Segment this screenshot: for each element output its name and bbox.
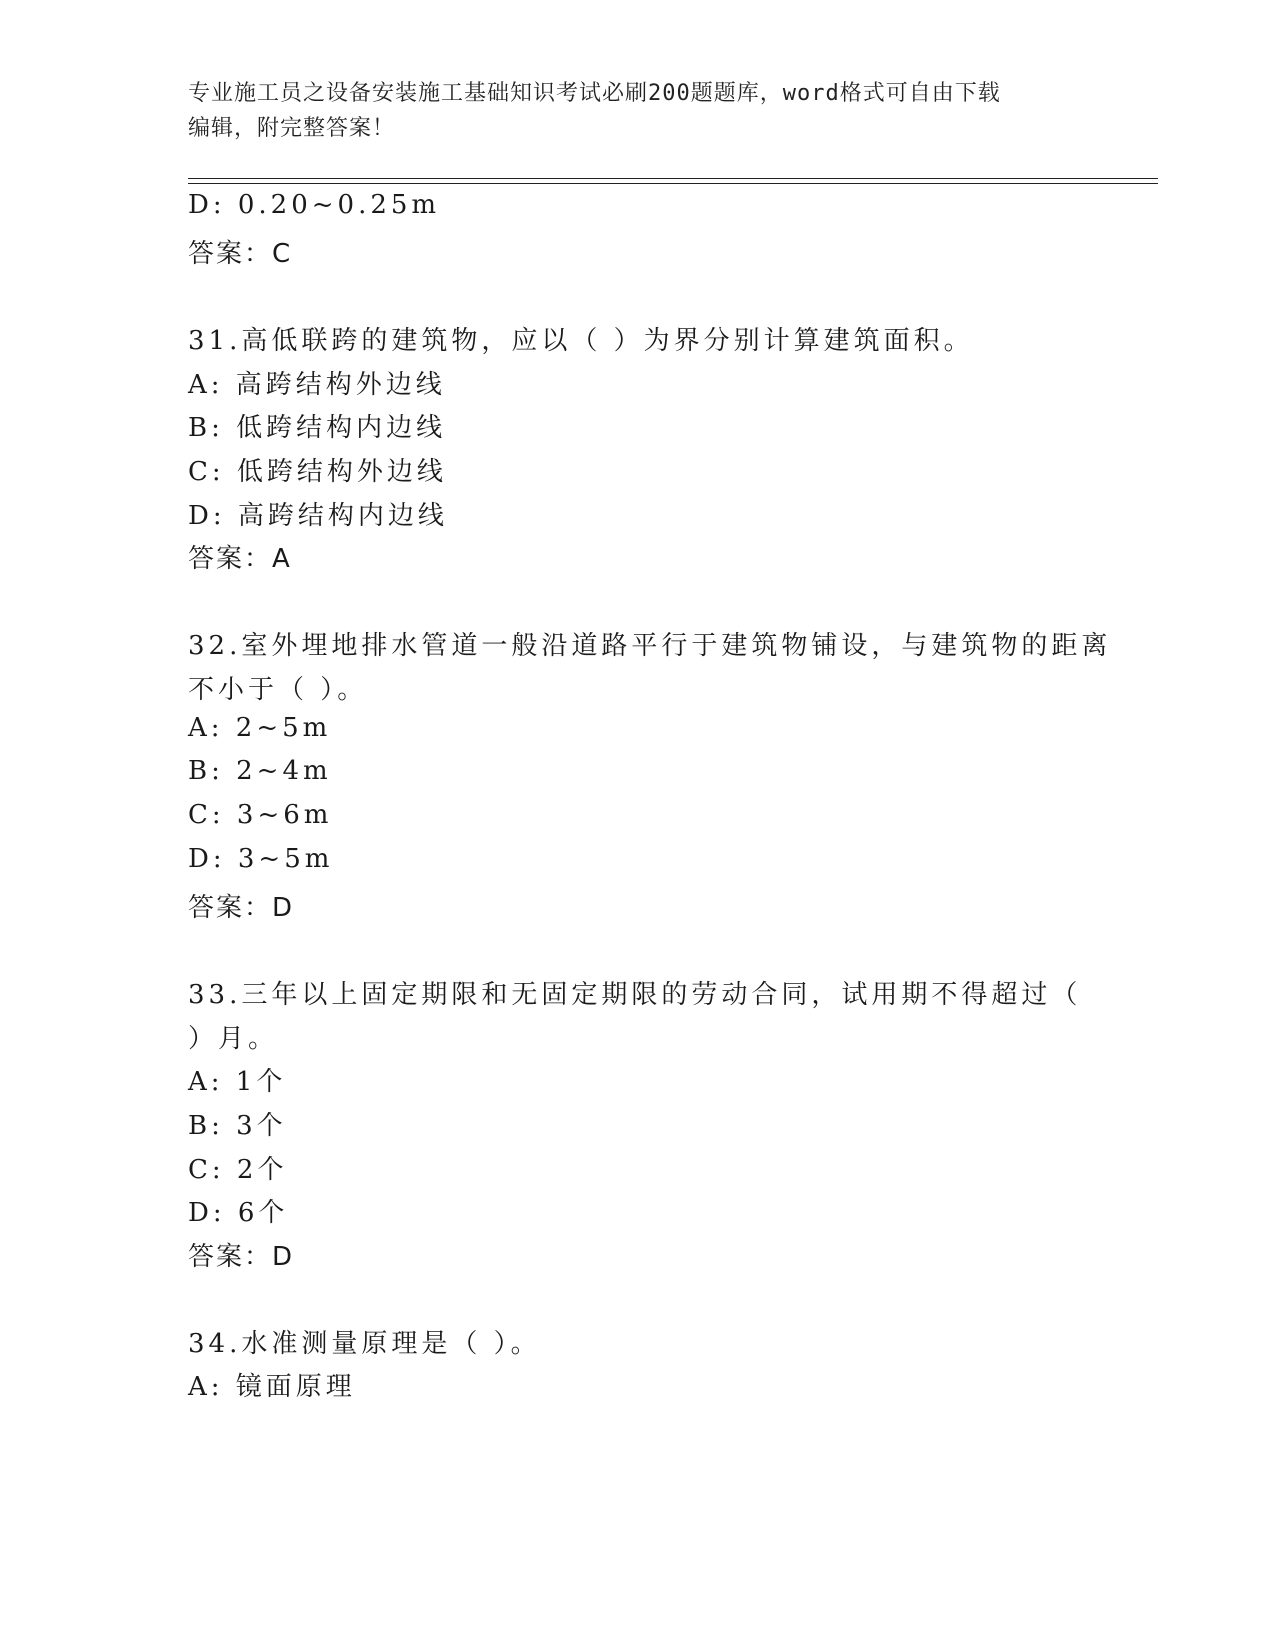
- question-31-option-d: D: 高跨结构内边线: [188, 501, 448, 531]
- question-32-stem-line-1: 32.室外埋地排水管道一般沿道路平行于建筑物铺设，与建筑物的距离: [188, 631, 1112, 661]
- question-31-option-a: A: 高跨结构外边线: [188, 370, 446, 400]
- question-33-stem-line-1: 33.三年以上固定期限和无固定期限的劳动合同，试用期不得超过（: [188, 980, 1082, 1010]
- question-32-option-a: A: 2~5m: [188, 713, 332, 743]
- prev-question-answer: 答案：C: [188, 239, 293, 269]
- question-32-stem-line-2: 不小于（ ）。: [188, 675, 368, 705]
- question-32-option-c: C: 3~6m: [188, 800, 333, 830]
- question-31-answer: 答案：A: [188, 544, 292, 574]
- header-divider-bottom: [188, 183, 1158, 184]
- question-31-stem: 31.高低联跨的建筑物，应以（ ）为界分别计算建筑面积。: [188, 326, 974, 356]
- question-33-option-a: A: 1个: [188, 1067, 287, 1097]
- question-33-option-d: D: 6个: [188, 1198, 289, 1228]
- question-33-option-b: B: 3个: [188, 1111, 287, 1141]
- question-31-option-b: B: 低跨结构内边线: [188, 413, 447, 443]
- question-32-answer: 答案：D: [188, 893, 295, 923]
- document-header-line-2: 编辑，附完整答案！: [188, 116, 396, 141]
- prev-question-option-d: D: 0.20~0.25m: [188, 190, 441, 220]
- document-header-line-1: 专业施工员之设备安装施工基础知识考试必刷200题题库，word格式可自由下载: [188, 81, 1001, 106]
- question-33-stem-line-2: ）月。: [188, 1024, 279, 1054]
- question-33-answer: 答案：D: [188, 1242, 295, 1272]
- question-34-stem: 34.水准测量原理是（ ）。: [188, 1329, 541, 1359]
- question-31-option-c: C: 低跨结构外边线: [188, 457, 447, 487]
- question-32-option-d: D: 3~5m: [188, 844, 334, 874]
- question-34-option-a: A: 镜面原理: [188, 1372, 356, 1402]
- question-32-option-b: B: 2~4m: [188, 756, 332, 786]
- header-divider-top: [188, 178, 1158, 179]
- question-33-option-c: C: 2个: [188, 1155, 288, 1185]
